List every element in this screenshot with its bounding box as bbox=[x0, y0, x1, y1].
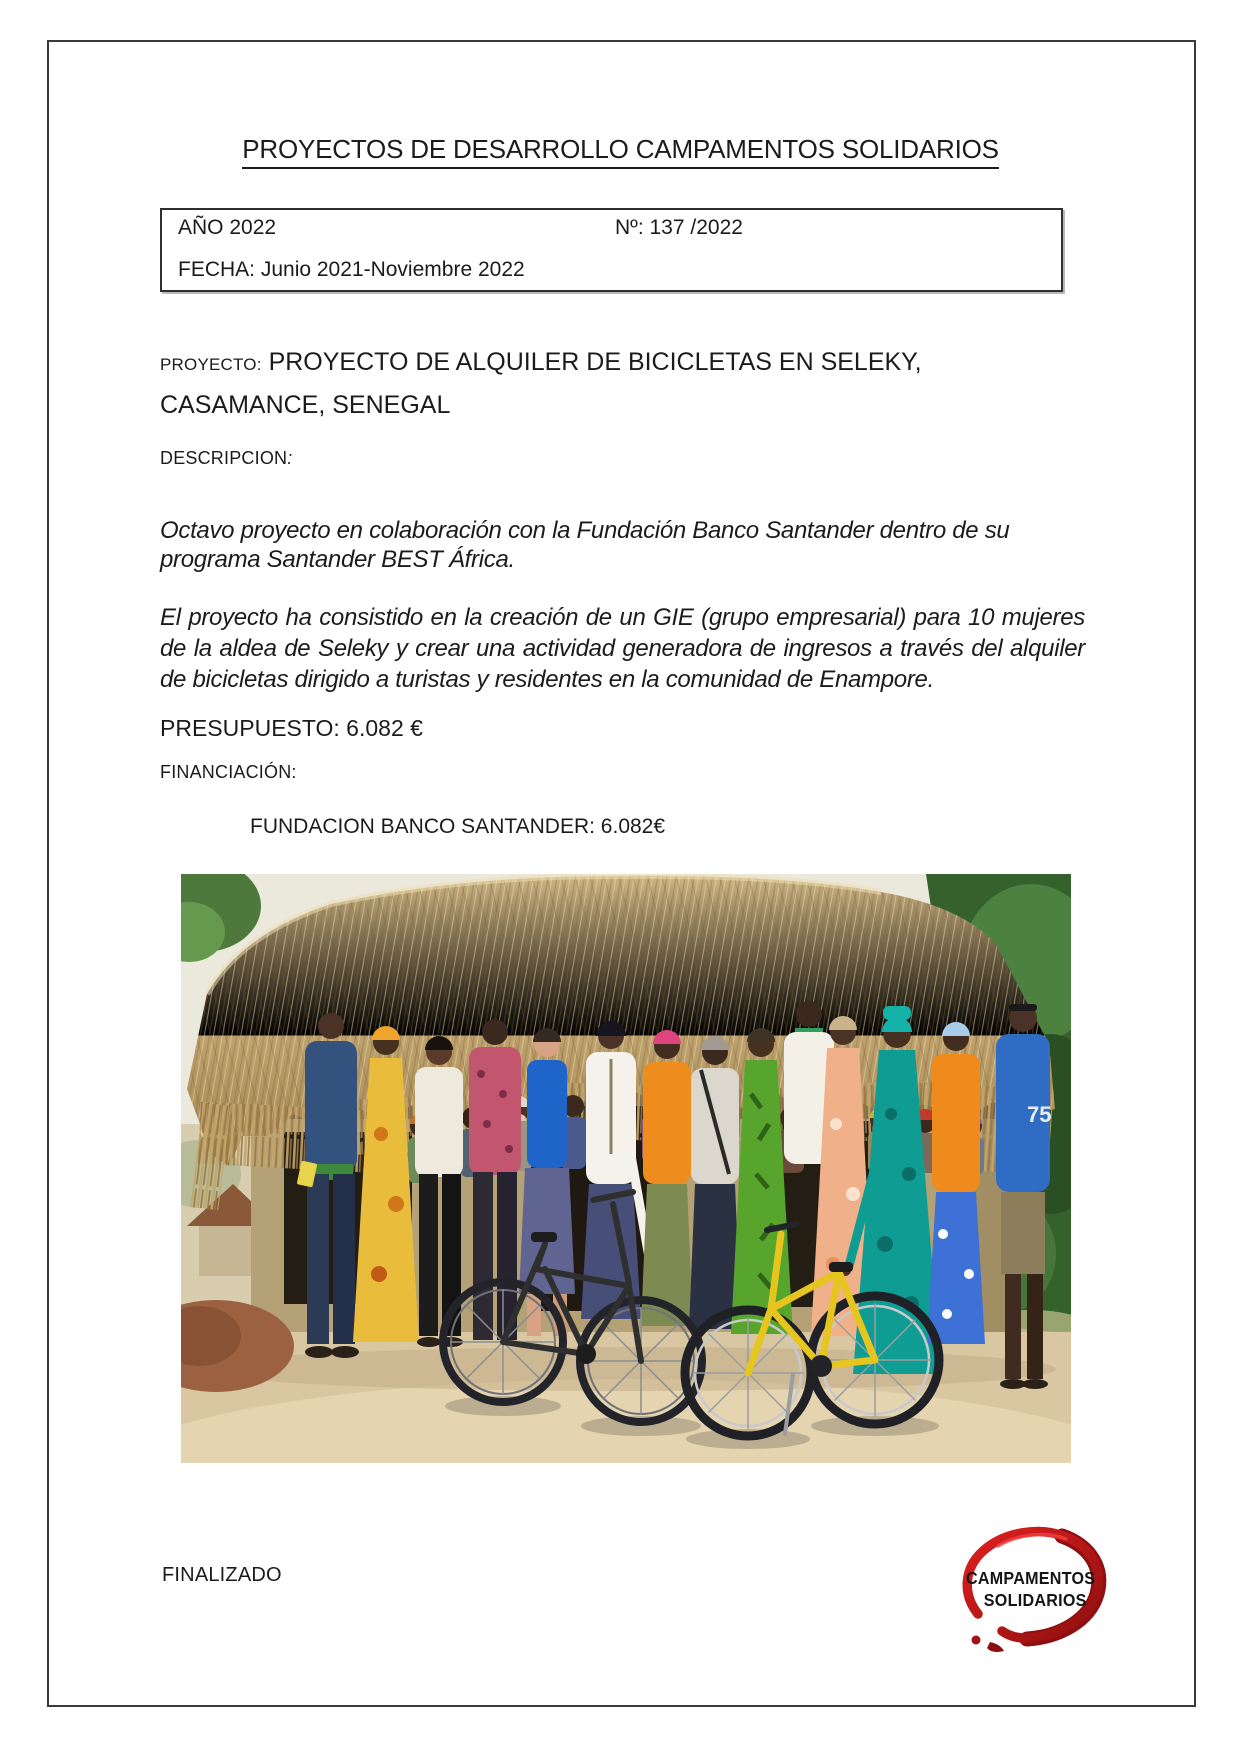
project-name-line1: PROYECTO DE ALQUILER DE BICICLETAS EN SELEKY, bbox=[268, 348, 922, 376]
svg-text:SOLIDARIOS: SOLIDARIOS bbox=[983, 1590, 1087, 1611]
svg-text:75: 75 bbox=[1027, 1102, 1052, 1127]
funding-source-line: FUNDACION BANCO SANTANDER: 6.082€ bbox=[250, 815, 666, 838]
project-name-line2: CASAMANCE, SENEGAL bbox=[160, 391, 451, 419]
project-number-field: Nº: 137 /2022 bbox=[615, 216, 743, 239]
project-info-box bbox=[160, 208, 1063, 292]
project-label: PROYECTO: bbox=[160, 355, 262, 374]
photo-illustration bbox=[181, 874, 1071, 1463]
person-gray-scarf-woman bbox=[689, 1036, 741, 1329]
person-orange-tee-blue-skirt-woman bbox=[927, 1022, 985, 1344]
budget-line: PRESUPUESTO: 6.082 € bbox=[160, 715, 423, 741]
campamentos-solidarios-logo-icon bbox=[938, 1518, 1116, 1668]
project-photo bbox=[181, 874, 1071, 1463]
project-title-block bbox=[160, 342, 1100, 426]
year-field: AÑO 2022 bbox=[178, 216, 277, 239]
funding-label: FINANCIACIÓN: bbox=[160, 762, 297, 782]
description-label: DESCRIPCION: bbox=[160, 448, 293, 468]
svg-text:CAMPAMENTOS: CAMPAMENTOS bbox=[965, 1568, 1096, 1589]
description-paragraph-1: Octavo proyecto en colaboración con la Fundación Banco Santander dentro de su programa Santander BEST África. bbox=[160, 517, 1010, 573]
logo-drop-tail bbox=[987, 1642, 1004, 1652]
logo-drop-dot bbox=[972, 1636, 981, 1645]
page-title: PROYECTOS DE DESARROLLO CAMPAMENTOS SOLIDARIOS bbox=[0, 134, 1241, 165]
status-finalizado: FINALIZADO bbox=[162, 1564, 282, 1586]
date-field: FECHA: Junio 2021-Noviembre 2022 bbox=[178, 258, 525, 281]
organization-logo bbox=[938, 1518, 1116, 1668]
description-paragraph-2: El proyecto ha consistido en la creación de un GIE (grupo empresarial) para 10 mujeres de la aldea de Seleky y crear una actividad generadora de ingresos a través del alquiler de bicicletas dirigido a turistas y residentes en la comunidad de Enampore. bbox=[160, 604, 1085, 693]
person-orange-tee-pink-scarf-woman bbox=[641, 1030, 693, 1326]
logo-text bbox=[966, 1568, 1095, 1610]
